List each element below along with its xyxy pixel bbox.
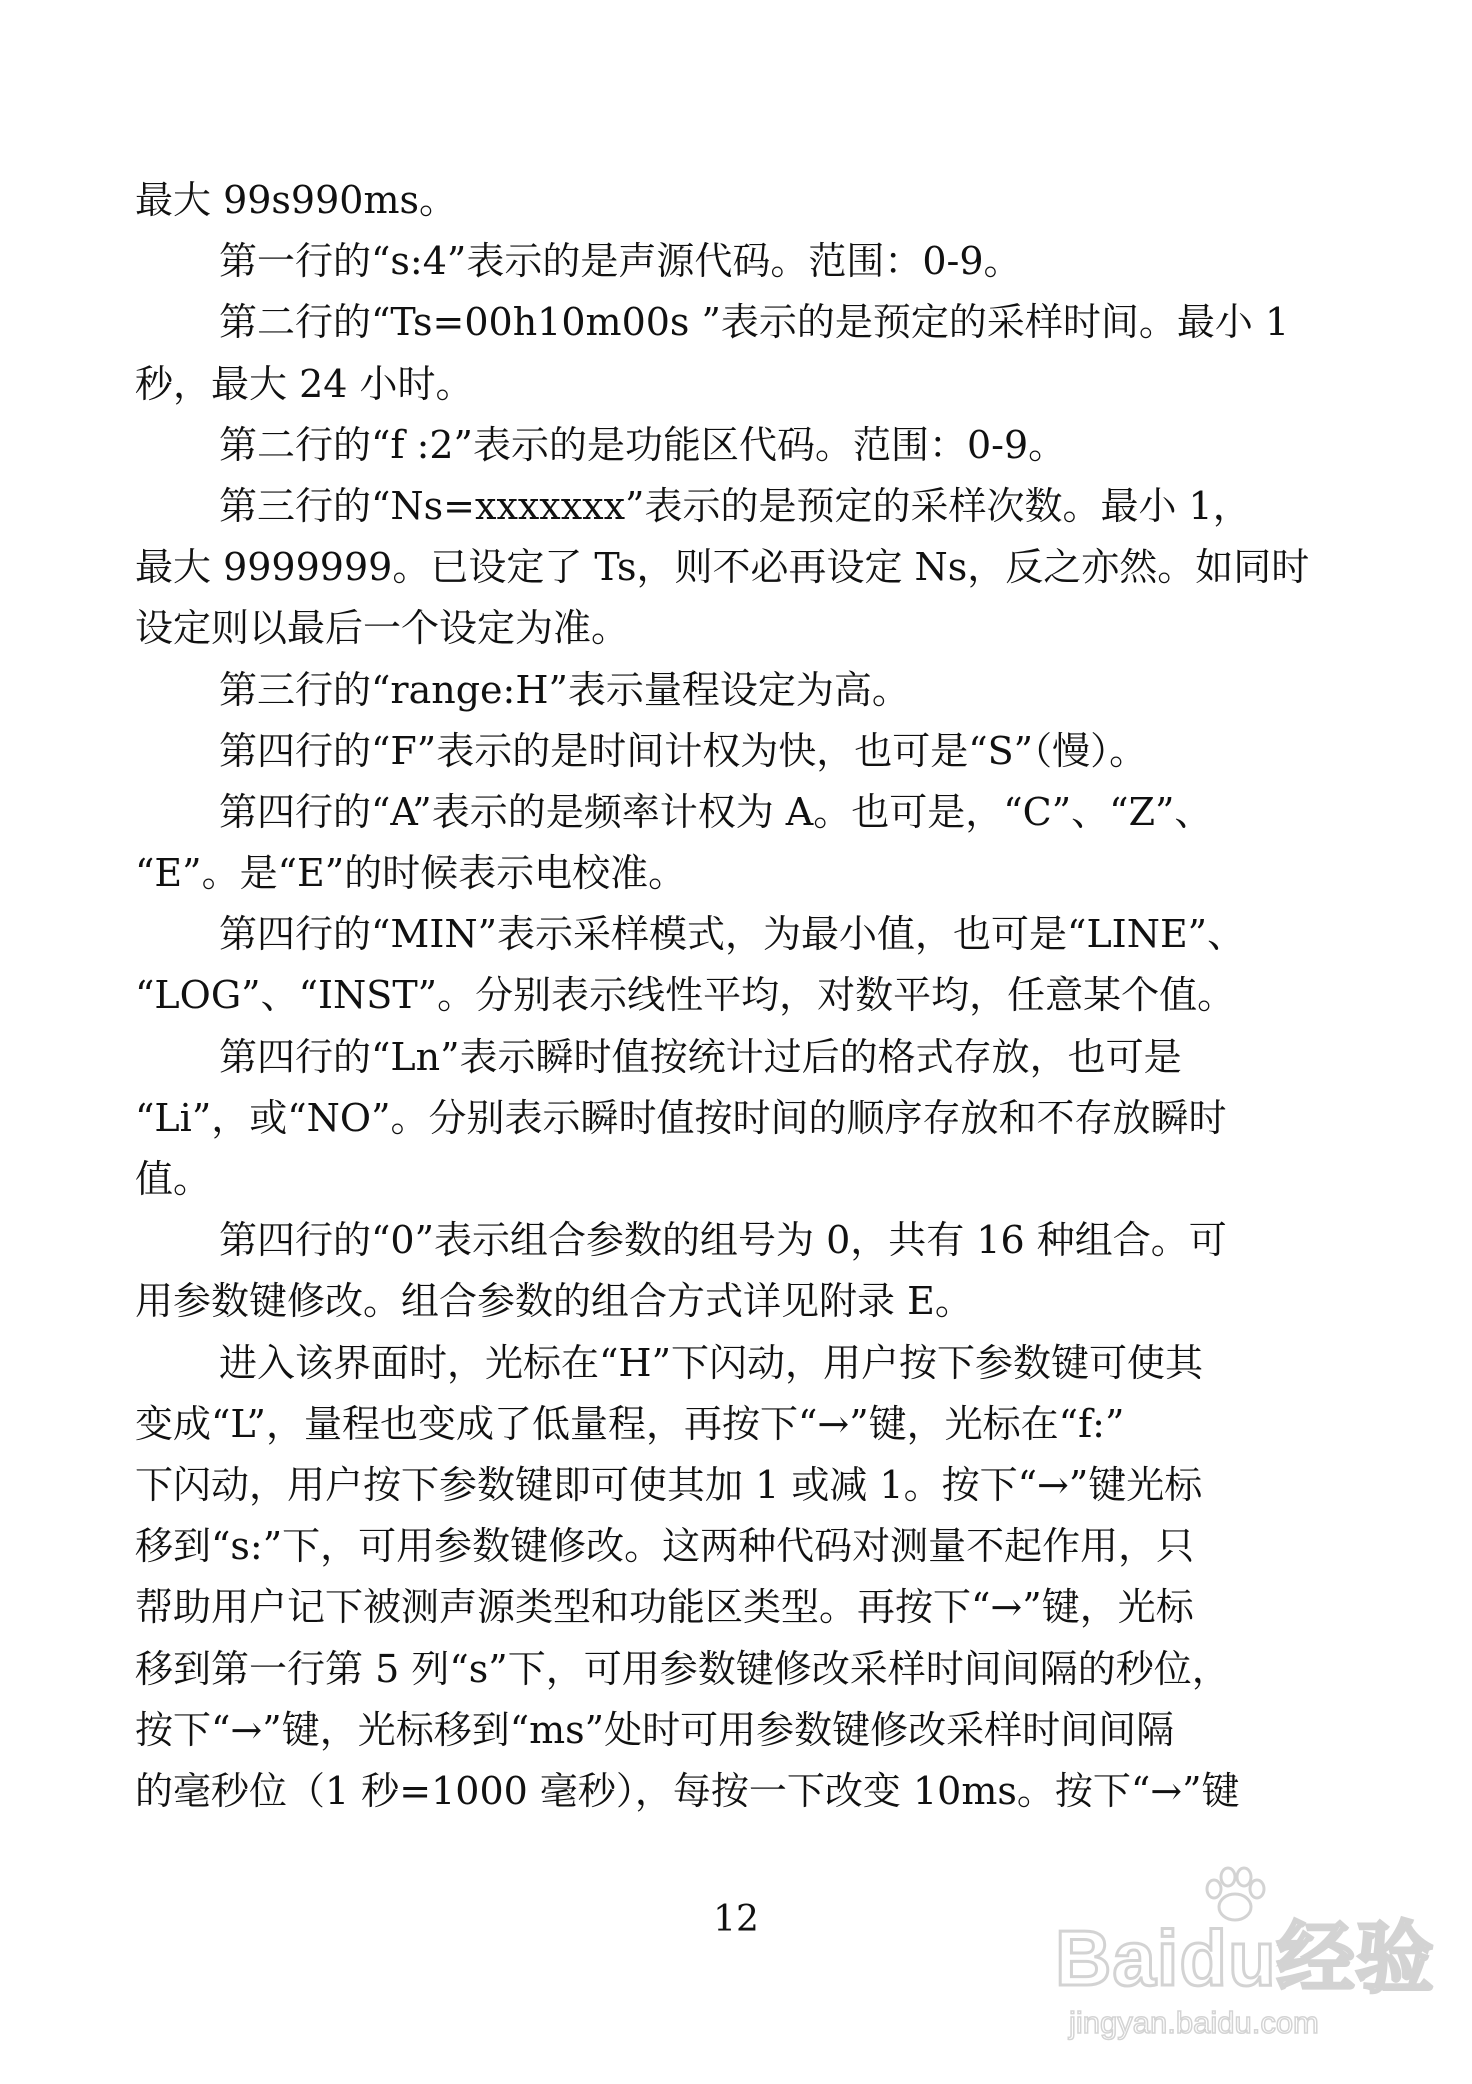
text-line: 第三行的“Ns=xxxxxxx”表示的是预定的采样次数。最小 1， — [219, 483, 1251, 528]
text-line: 最大 99s990ms。 — [135, 178, 457, 222]
body-text — [135, 170, 1350, 1822]
text-line: 进入该界面时，光标在“H”下闪动，用户按下参数键可使其 — [219, 1340, 1203, 1385]
text-line: 设定则以最后一个设定为准。 — [135, 606, 630, 651]
text-line: “E”。是“E”的时候表示电校准。 — [135, 851, 687, 896]
text-line: 变成“L”，量程也变成了低量程，再按下“→”键，光标在“f:” — [135, 1401, 1125, 1446]
text-line: 按下“→”键，光标移到“ms”处时可用参数键修改采样时间间隔 — [135, 1707, 1175, 1752]
text-line: 最大 9999999。已设定了 Ts，则不必再设定 Ns，反之亦然。如同时 — [135, 545, 1310, 590]
text-line: “Li”，或“NO”。分别表示瞬时值按时间的顺序存放和不存放瞬时 — [135, 1095, 1227, 1140]
text-line: 移到第一行第 5 列“s”下，可用参数键修改采样时间间隔的秒位， — [135, 1646, 1230, 1691]
text-line: 第四行的“F”表示的是时间计权为快，也可是“S”（慢）。 — [219, 728, 1148, 773]
watermark-brand: Baidu经验 — [1055, 1914, 1435, 2002]
text-line: 第四行的“MIN”表示采样模式，为最小值，也可是“LINE”、 — [219, 912, 1246, 957]
text-line: 值。 — [135, 1157, 212, 1201]
watermark-url: jingyan.baidu.com — [1069, 2005, 1319, 2040]
text-line: 下闪动，用户按下参数键即可使其加 1 或减 1。按下“→”键光标 — [135, 1462, 1203, 1507]
text-line: 秒，最大 24 小时。 — [135, 361, 474, 406]
text-line: 第四行的“A”表示的是频率计权为 A。也可是，“C”、“Z”、 — [219, 789, 1213, 834]
text-line: 第四行的“Ln”表示瞬时值按统计过后的格式存放，也可是 — [219, 1034, 1182, 1079]
text-line: 第三行的“range:H”表示量程设定为高。 — [219, 667, 910, 712]
page-number: 12 — [713, 1899, 759, 1940]
text-line: 的毫秒位（1 秒=1000 毫秒），每按一下改变 10ms。按下“→”键 — [135, 1768, 1240, 1813]
baidu-watermark — [1055, 1865, 1435, 2055]
text-line: 第二行的“f :2”表示的是功能区代码。范围：0-9。 — [219, 422, 1067, 467]
text-line: 第一行的“s:4”表示的是声源代码。范围：0-9。 — [219, 239, 1022, 284]
text-line: “LOG”、“INST”。分别表示线性平均，对数平均，任意某个值。 — [135, 973, 1236, 1018]
text-line: 第四行的“0”表示组合参数的组号为 0，共有 16 种组合。可 — [219, 1218, 1227, 1263]
text-line: 移到“s:”下，可用参数键修改。这两种代码对测量不起作用，只 — [135, 1524, 1195, 1569]
text-line: 帮助用户记下被测声源类型和功能区类型。再按下“→”键，光标 — [135, 1585, 1194, 1630]
text-line: 第二行的“Ts=00h10m00s ”表示的是预定的采样时间。最小 1 — [219, 300, 1290, 345]
text-line: 用参数键修改。组合参数的组合方式详见附录 E。 — [135, 1279, 973, 1324]
